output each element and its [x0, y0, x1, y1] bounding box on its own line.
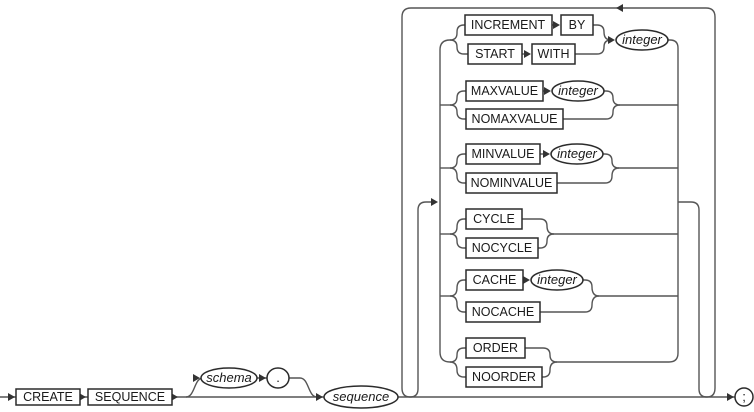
- arrowhead: [316, 393, 323, 401]
- arrowhead: [259, 374, 266, 382]
- variable-oval-integer-increment: [616, 30, 668, 50]
- rails: [0, 8, 735, 397]
- keyword-box-nomaxvalue: [466, 109, 563, 129]
- arrowhead: [608, 36, 615, 44]
- variable-oval-schema: [201, 368, 257, 388]
- rail-loop-top-right: [411, 8, 715, 397]
- arrowhead: [727, 393, 734, 401]
- keyword-box-maxvalue: [466, 81, 543, 101]
- variable-oval-integer-cache: [531, 270, 583, 290]
- keyword-box-with: [532, 44, 575, 64]
- keyword-box-nominvalue: [466, 173, 557, 193]
- keyword-box-cache: [466, 270, 523, 290]
- keyword-label: SEQUENCE: [94, 390, 166, 404]
- variable-label: sequence: [332, 389, 390, 404]
- variable-oval-sequence: [324, 386, 398, 408]
- keyword-label: CACHE: [472, 273, 517, 287]
- terminator-label: ;: [742, 389, 746, 404]
- keyword-box-noorder: [466, 367, 542, 387]
- arrowhead: [193, 374, 200, 382]
- keyword-label: INCREMENT: [470, 18, 546, 32]
- keyword-label: CYCLE: [473, 212, 515, 226]
- arrowhead: [523, 276, 530, 284]
- keyword-box-minvalue: [466, 144, 540, 164]
- keyword-box-create: [16, 389, 80, 405]
- arrowhead: [8, 393, 15, 401]
- keyword-label: NOORDER: [472, 370, 536, 384]
- keyword-box-by: [561, 15, 593, 35]
- variable-label: schema: [206, 370, 252, 385]
- literal-oval-dot: [267, 368, 289, 388]
- variable-label: integer: [558, 83, 598, 98]
- loop-back-arrowhead: [616, 4, 623, 12]
- keyword-label: MINVALUE: [471, 147, 535, 161]
- rail-loop-left: [402, 8, 431, 397]
- arrowhead: [431, 198, 438, 206]
- keyword-label: NOMAXVALUE: [471, 112, 558, 126]
- arrowhead: [543, 150, 550, 158]
- keyword-box-sequence: [88, 389, 172, 405]
- keyword-box-order: [466, 338, 525, 358]
- keyword-label: CREATE: [23, 390, 73, 404]
- keyword-label: NOCYCLE: [471, 241, 533, 255]
- variable-label: integer: [557, 146, 597, 161]
- variable-oval-integer-maxvalue: [552, 81, 604, 101]
- keyword-box-nocycle: [466, 238, 538, 258]
- arrowhead: [553, 21, 560, 29]
- variable-label: integer: [537, 272, 577, 287]
- keyword-label: NOCACHE: [471, 305, 535, 319]
- keyword-box-cycle: [466, 209, 522, 229]
- keyword-box-increment: [465, 15, 552, 35]
- keyword-label: BY: [568, 18, 586, 32]
- terminator-circle-semicolon: [735, 388, 753, 406]
- rail-entry-distribution: [440, 40, 450, 362]
- keyword-box-start: [468, 44, 522, 64]
- arrowhead: [524, 50, 531, 58]
- keyword-label: WITH: [537, 47, 570, 61]
- variable-oval-integer-minvalue: [551, 144, 603, 164]
- keyword-label: NOMINVALUE: [470, 176, 553, 190]
- literal-label: .: [276, 370, 280, 385]
- keyword-label: MAXVALUE: [470, 84, 539, 98]
- keyword-label: START: [475, 47, 515, 61]
- keyword-box-nocache: [466, 302, 540, 322]
- arrowheads: [8, 4, 734, 401]
- keyword-label: ORDER: [472, 341, 519, 355]
- arrowhead: [544, 87, 551, 95]
- variable-label: integer: [622, 32, 662, 47]
